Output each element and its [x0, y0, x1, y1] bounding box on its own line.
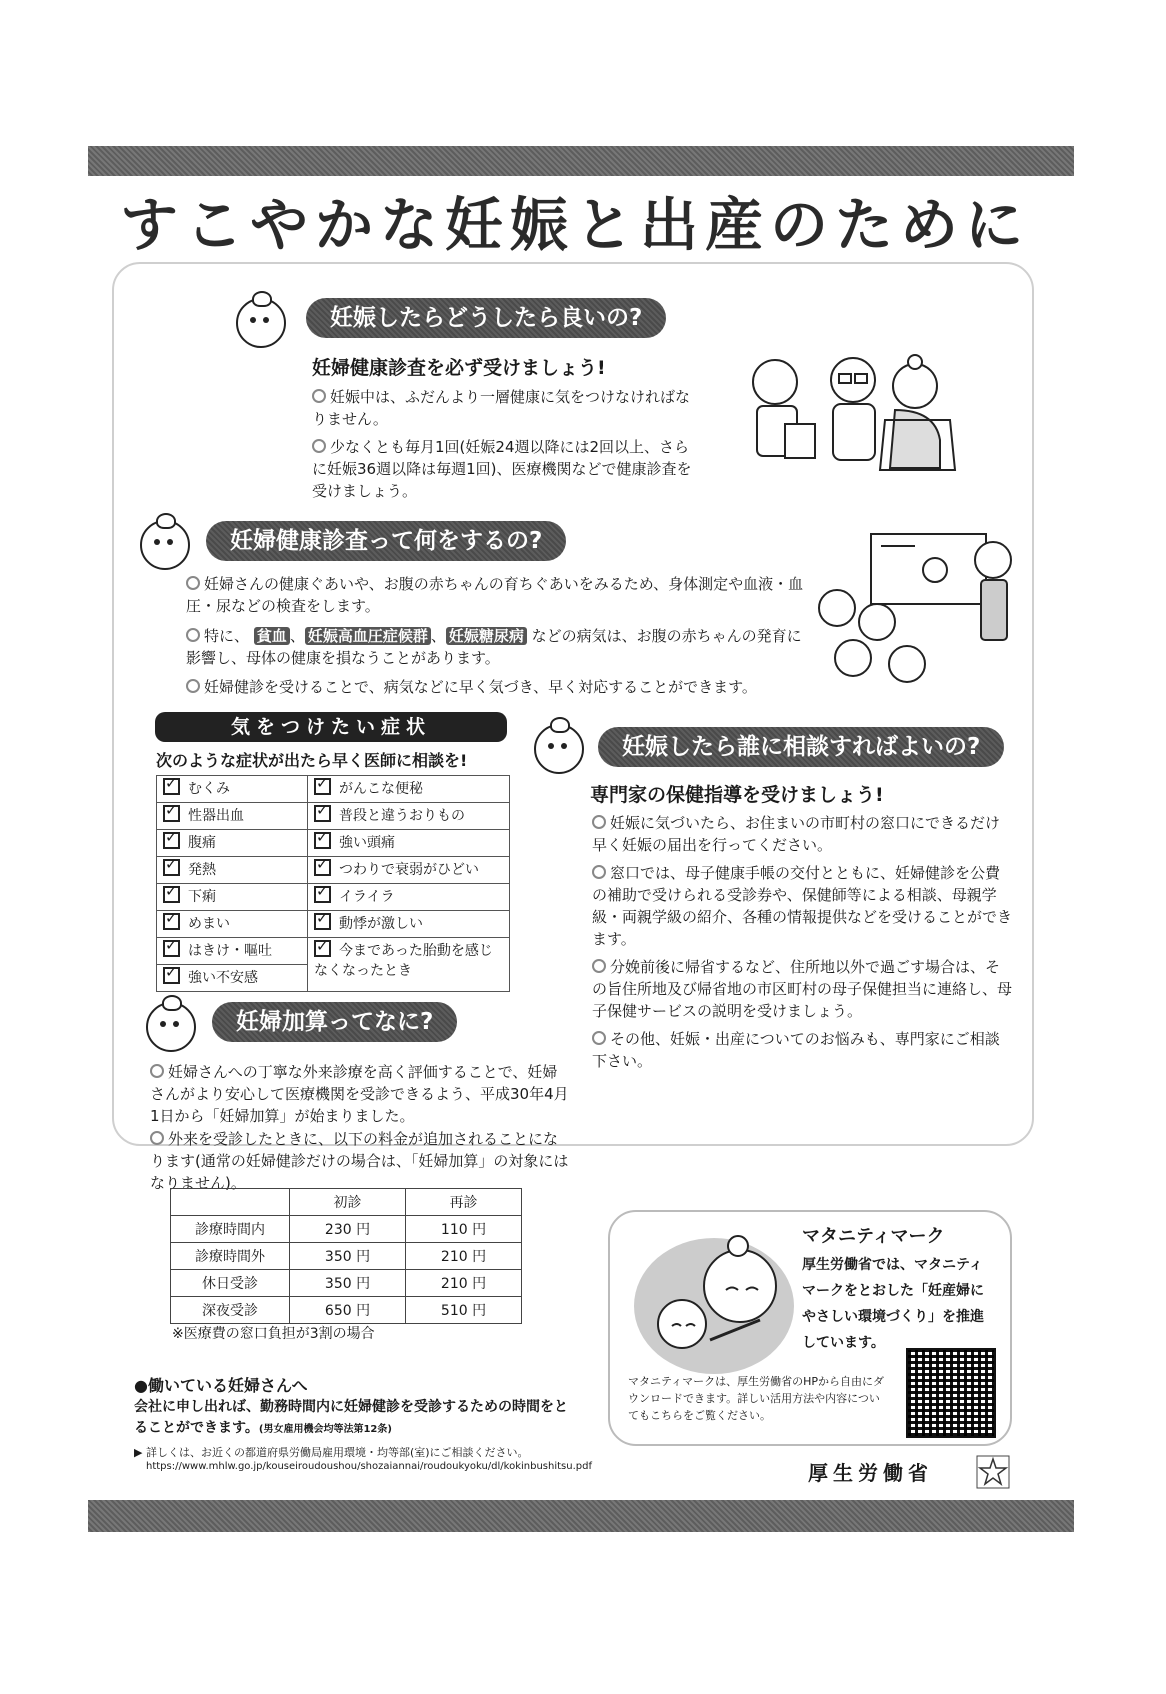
bullet-dot-icon — [186, 679, 200, 693]
working-url[interactable]: https://www.mhlw.go.jp/kouseiroudoushou/shozaiannai/roudoukyoku/dl/kokinbushitsu.pdf — [146, 1461, 593, 1472]
table-row: ✓強い不安感 — [157, 965, 510, 992]
class-illustration — [815, 530, 1025, 690]
bullet-dot-icon — [592, 959, 606, 973]
table-row: ✓発熱 ✓ つわりで衰弱がひどい — [157, 857, 510, 884]
bullet: 妊娠中は、ふだんより一層健康に気をつけなければなりません。 — [312, 388, 691, 428]
bullet-dot-icon — [186, 576, 200, 590]
symptoms-table — [156, 775, 510, 992]
checkbox-icon — [163, 859, 180, 876]
checkbox-icon — [163, 886, 180, 903]
checkbox-icon — [314, 913, 331, 930]
checkbox-icon — [163, 778, 180, 795]
checkbox-icon — [163, 832, 180, 849]
mascot-icon — [534, 724, 584, 774]
working-heading: ●働いている妊婦さんへ — [134, 1376, 308, 1395]
mascot-icon — [140, 520, 190, 570]
table-row: 深夜受診 650 円 510 円 — [171, 1297, 522, 1324]
fee-note: ※医療費の窓口負担が3割の場合 — [172, 1326, 375, 1342]
checkbox-icon — [314, 805, 331, 822]
bullet: 妊娠に気づいたら、お住まいの市町村の窓口にできるだけ早く妊娠の届出を行ってください。 — [592, 814, 1001, 854]
working-text: 会社に申し出れば、勤務時間内に妊婦健診を受診するための時間をとることができます。(男女雇用機会均等法第12条) — [134, 1399, 568, 1436]
checkbox-icon — [314, 886, 331, 903]
bullet: 妊婦健診を受けることで、病気などに早く気づき、早く対応することができます。 — [186, 676, 826, 698]
bottom-band — [88, 1500, 1074, 1532]
top-band — [88, 146, 1074, 176]
checkbox-icon — [314, 778, 331, 795]
bullet-dot-icon — [312, 439, 326, 453]
doctor-consult-illustration — [735, 350, 965, 485]
section-heading-2: 妊婦健康診査って何をするの? — [206, 521, 566, 561]
section-heading-1: 妊娠したらどうしたら良いの? — [306, 298, 666, 338]
bullet: 外来を受診したときに、以下の料金が追加されることになります(通常の妊婦健診だけの場合は、「妊婦加算」の対象にはなりません)。 — [150, 1130, 569, 1192]
maternity-text: 厚生労働省では、マタニティマークをとおした「妊産婦にやさしい環境づくり」を推進しています。 — [802, 1257, 984, 1351]
qr-code-icon[interactable] — [906, 1348, 996, 1438]
working-detail: ▶ 詳しくは、お近くの都道府県労働局雇用環境・均等部(室)にご相談ください。 — [134, 1446, 529, 1459]
bullet: 特に、 貧血 、 妊娠高血圧症候群 、 妊娠糖尿病 などの病気は、お腹の赤ちゃんの発育に影響し、母体の健康を損なうことがあります。 — [186, 627, 802, 667]
bullet-dot-icon — [592, 815, 606, 829]
bullet: 窓口では、母子健康手帳の交付とともに、妊婦健診を公費の補助で受けられる受診券や、保健師等による相談、母親学級・両親学級の紹介、各種の情報提供などを受けることができます。 — [592, 864, 1013, 948]
bullet-dot-icon — [312, 389, 326, 403]
bullet: 妊婦さんへの丁寧な外来診療を高く評価することで、妊婦さんがより安心して医療機関を受診できるよう、平成30年4月1日から「妊婦加算」が始まりました。 — [150, 1063, 569, 1125]
highlight-term: 妊娠糖尿病 — [446, 627, 527, 645]
bullet-circle-icon: ● — [134, 1376, 148, 1395]
fee-table — [170, 1188, 522, 1324]
table-row: 診療時間外 350 円 210 円 — [171, 1243, 522, 1270]
mascot-icon — [146, 1002, 196, 1052]
checkbox-icon — [314, 859, 331, 876]
bullet-dot-icon — [592, 1031, 606, 1045]
ministry-logo-icon — [976, 1455, 1010, 1489]
checkbox-icon — [314, 940, 331, 957]
table-row: ✓性器出血 ✓ 普段と違うおりもの — [157, 803, 510, 830]
bullet-dot-icon — [592, 865, 606, 879]
section-sub-1: 妊婦健康診査を必ず受けましょう! — [312, 357, 606, 379]
maternity-heading: マタニティマーク — [802, 1226, 945, 1247]
symptoms-sub: 次のような症状が出たら早く医師に相談を! — [156, 751, 468, 770]
bullet: 少なくとも毎月1回(妊娠24週以降には2回以上、さらに妊娠36週以降は毎週1回)、医療機関などで健康診査を受けましょう。 — [312, 438, 692, 500]
checkbox-icon — [163, 940, 180, 957]
highlight-term: 妊娠高血圧症候群 — [305, 627, 431, 645]
bullet-dot-icon — [150, 1131, 164, 1145]
maternity-download-text: マタニティマークは、厚生労働省のHPから自由にダウンロードできます。詳しい活用方法や内容についてもこちらをご覧ください。 — [628, 1375, 885, 1422]
highlight-term: 貧血 — [254, 627, 290, 645]
table-row: ✓腹痛 ✓ 強い頭痛 — [157, 830, 510, 857]
arrow-icon: ▶ — [134, 1446, 146, 1459]
table-row: ✓はきけ・嘔吐 ✓ 今まであった胎動を感じなくなったとき — [157, 938, 510, 965]
bullet: 分娩前後に帰省するなど、住所地以外で過ごす場合は、その旨住所地及び帰省地の市区町村の母子保健担当に連絡し、母子保健サービスの説明を受けましょう。 — [592, 958, 1013, 1020]
section-heading-3: 妊娠したら誰に相談すればよいの? — [598, 727, 1004, 767]
table-row: ✓下痢 ✓ イライラ — [157, 884, 510, 911]
checkbox-icon — [163, 967, 180, 984]
bullet-dot-icon — [150, 1064, 164, 1078]
ministry-name: 厚生労働省 — [808, 1461, 933, 1485]
table-row: 初診 再診 — [171, 1189, 522, 1216]
table-row: 休日受診 350 円 210 円 — [171, 1270, 522, 1297]
page-title: すこやかな妊娠と出産のために — [120, 191, 1031, 259]
table-row: ✓むくみ ✓ がんこな便秘 — [157, 776, 510, 803]
maternity-mark-icon — [630, 1228, 798, 1378]
bullet-dot-icon — [186, 628, 200, 642]
checkbox-icon — [163, 805, 180, 822]
table-row: 診療時間内 230 円 110 円 — [171, 1216, 522, 1243]
checkbox-icon — [314, 832, 331, 849]
mascot-icon — [236, 298, 286, 348]
bullet: 妊婦さんの健康ぐあいや、お腹の赤ちゃんの育ちぐあいをみるため、身体測定や血液・血圧・尿などの検査をします。 — [186, 575, 804, 615]
table-row: ✓めまい ✓ 動悸が激しい — [157, 911, 510, 938]
section-heading-4: 妊婦加算ってなに? — [212, 1002, 457, 1042]
checkbox-icon — [163, 913, 180, 930]
section-sub-3: 専門家の保健指導を受けましょう! — [590, 784, 884, 806]
symptoms-heading: 気をつけたい症状 — [155, 712, 507, 742]
bullet: その他、妊娠・出産についてのお悩みも、専門家にご相談下さい。 — [592, 1030, 1000, 1070]
